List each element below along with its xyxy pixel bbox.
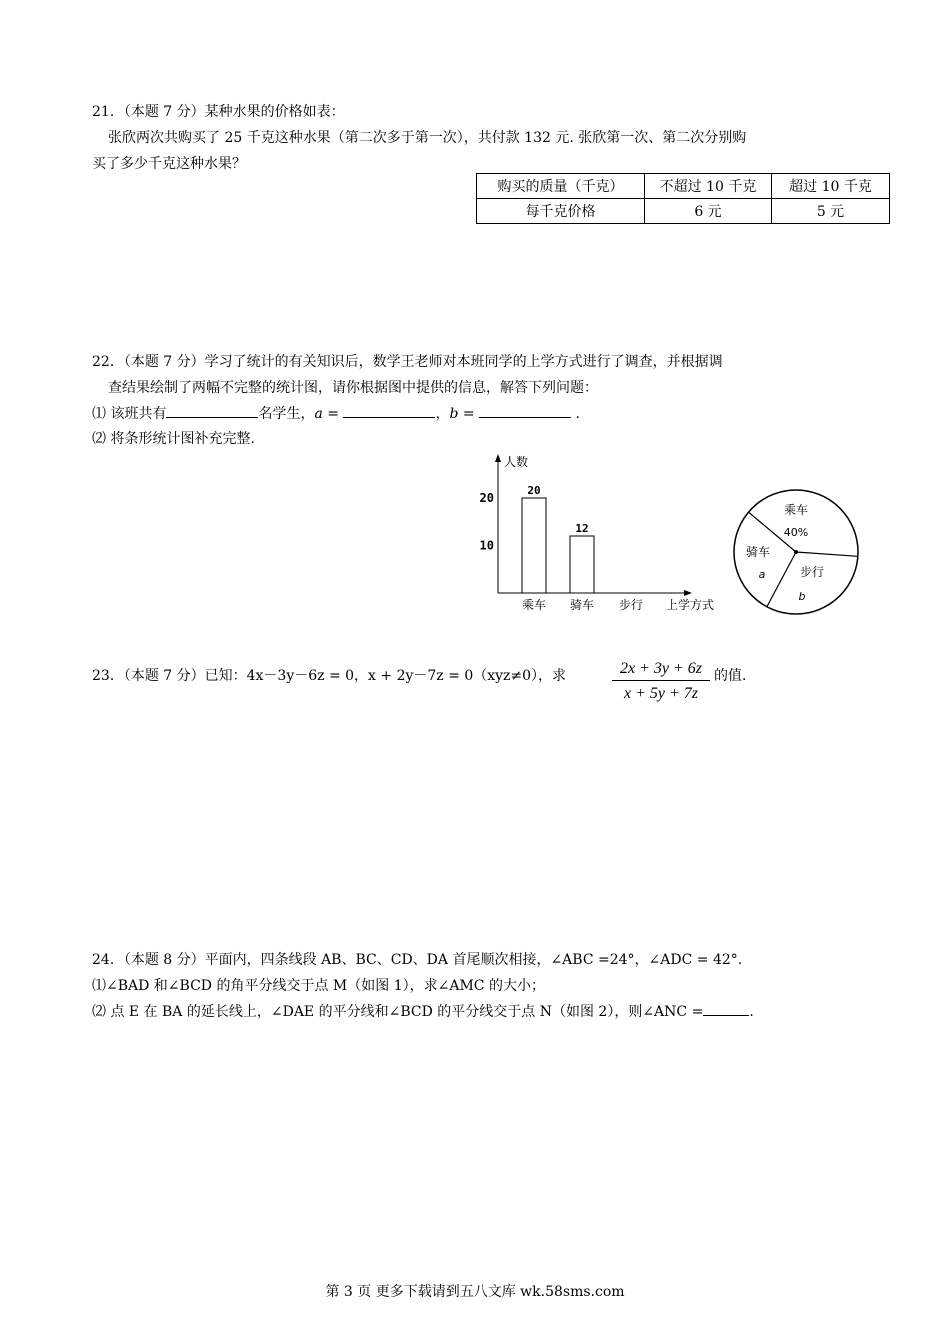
comma: ， xyxy=(435,406,450,422)
bar-value-label: 12 xyxy=(575,522,589,535)
q24-sub2 xyxy=(92,1001,754,1022)
q22-sub1-text-b: 名学生， xyxy=(258,406,315,422)
q24-sub2-text: ⑵ 点 E 在 BA 的延长线上，∠DAE 的平分线和∠BCD 的平分线交于点 N（如图 2），则∠ANC = xyxy=(92,1004,704,1020)
table-header-cell: 不超过 10 千克 xyxy=(645,174,772,199)
q22-sub1 xyxy=(92,403,580,424)
var-a: a xyxy=(314,406,323,422)
pie-slice-label: 乘车 xyxy=(783,503,809,517)
bar xyxy=(522,498,546,593)
bar xyxy=(570,536,594,593)
pie-chart xyxy=(728,484,864,620)
fraction xyxy=(612,660,710,703)
period: . xyxy=(749,1004,754,1020)
q23-suffix: 的值. xyxy=(714,668,747,684)
q23-text: 23．（本题 7 分）已知：4x－3y－6z = 0，x + 2y－7z = 0（xyz≠0），求 xyxy=(92,668,567,684)
period: . xyxy=(571,406,580,422)
pie-slice-value: b xyxy=(798,590,806,603)
fraction-numerator: 2x + 3y + 6z xyxy=(612,660,710,681)
q24-title: 24．（本题 8 分）平面内，四条线段 AB、BC、CD、DA 首尾顺次相接，∠ABC =24°，∠ADC = 42°. xyxy=(92,952,743,968)
answer-blank[interactable] xyxy=(479,403,571,418)
pie-slice-value: a xyxy=(758,568,766,581)
x-tick-label: 乘车 xyxy=(521,598,547,612)
q24-sub1: ⑴∠BAD 和∠BCD 的角平分线交于点 M（如图 1），求∠AMC 的大小； xyxy=(92,978,545,994)
y-tick-label: 10 xyxy=(479,538,494,553)
q21-title: 21．（本题 7 分）某种水果的价格如表： xyxy=(92,104,345,120)
table-row xyxy=(477,199,890,224)
answer-blank[interactable] xyxy=(166,403,258,418)
x-tick-label: 步行 xyxy=(618,598,644,612)
x-axis-label: 上学方式 xyxy=(665,598,715,612)
page-footer: 第 3 页 更多下载请到五八文库 wk.58sms.com xyxy=(325,1284,625,1300)
pie-slice-value: 40% xyxy=(783,526,809,539)
pie-slice-label: 步行 xyxy=(799,565,825,579)
table-cell: 6 元 xyxy=(645,199,772,224)
q22-title: 22．（本题 7 分）学习了统计的有关知识后，数学王老师对本班同学的上学方式进行了调查，并根据调 xyxy=(92,354,723,370)
q22-sub1-text-a: ⑴ 该班共有 xyxy=(92,406,167,422)
x-axis-arrow xyxy=(684,590,692,596)
pie-slice-label: 骑车 xyxy=(745,545,771,559)
table-row xyxy=(477,174,890,199)
eq-sign: = xyxy=(322,406,344,422)
q21-line2: 买了多少千克这种水果？ xyxy=(92,156,246,172)
answer-blank[interactable] xyxy=(343,403,435,418)
answer-blank[interactable] xyxy=(703,1001,749,1016)
y-axis-label: 人数 xyxy=(504,455,529,469)
table-header-cell: 购买的质量（千克） xyxy=(477,174,645,199)
x-tick-label: 骑车 xyxy=(569,598,595,612)
table-cell: 5 元 xyxy=(772,199,890,224)
var-b: b xyxy=(449,406,459,422)
eq-sign: = xyxy=(458,406,480,422)
table-cell: 每千克价格 xyxy=(477,199,645,224)
q22-sub2: ⑵ 将条形统计图补充完整. xyxy=(92,431,255,447)
bar-value-label: 20 xyxy=(527,484,541,497)
bar-chart xyxy=(470,448,730,618)
q22-line2: 查结果绘制了两幅不完整的统计图，请你根据图中提供的信息，解答下列问题： xyxy=(108,380,598,396)
y-axis-arrow xyxy=(495,454,501,462)
fraction-denominator: x + 5y + 7z xyxy=(623,685,699,702)
q21-line1: 张欣两次共购买了 25 千克这种水果（第二次多于第一次），共付款 132 元. 张欣第一次、第二次分别购 xyxy=(108,130,747,146)
pie-center xyxy=(794,550,798,554)
price-table xyxy=(476,173,890,224)
y-tick-label: 20 xyxy=(479,491,494,505)
table-header-cell: 超过 10 千克 xyxy=(772,174,890,199)
